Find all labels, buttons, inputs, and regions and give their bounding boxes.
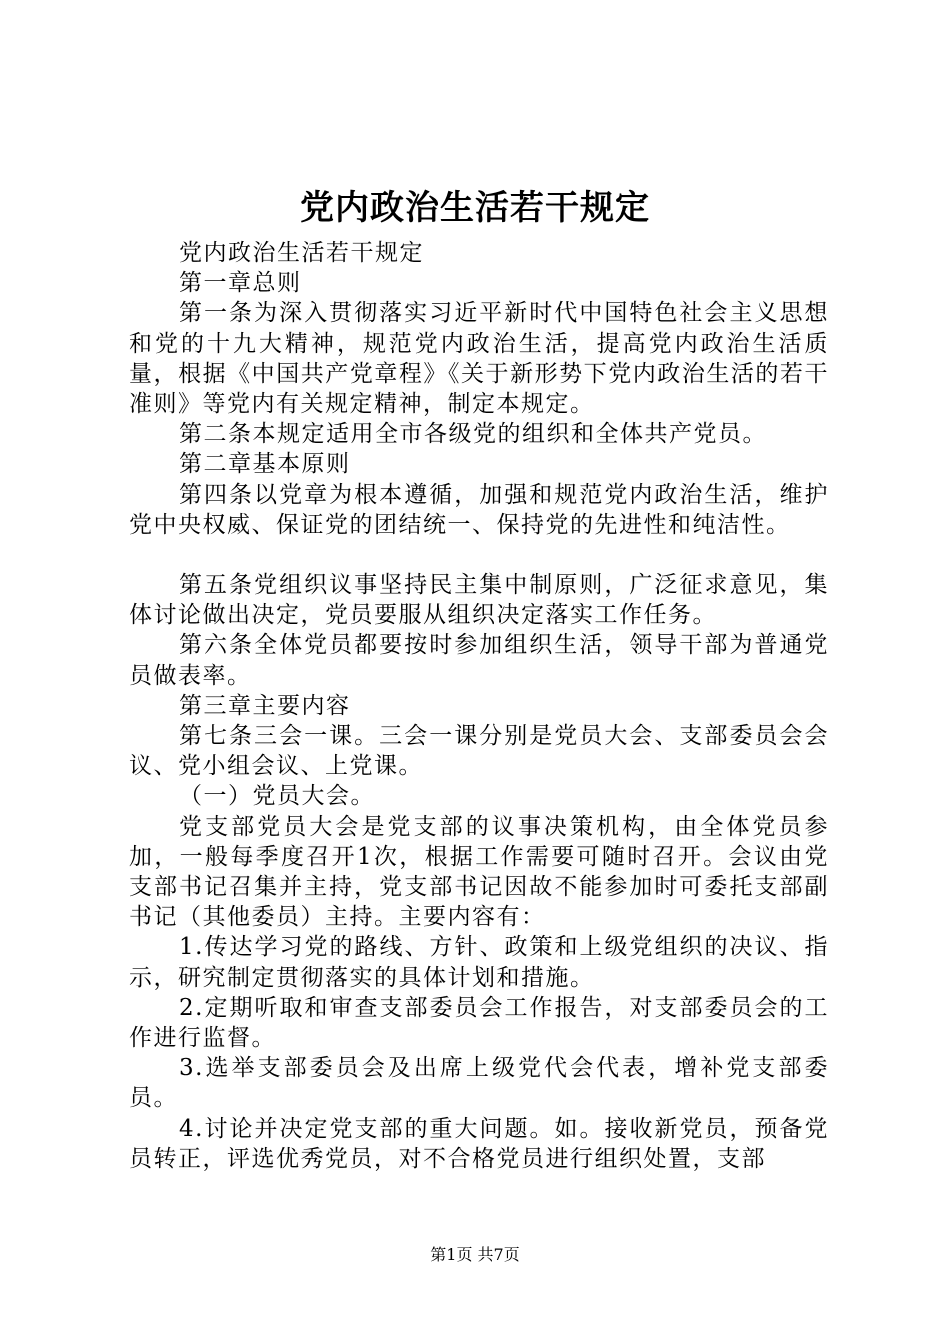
paragraph: 第六条全体党员都要按时参加组织生活，领导干部为普通党员做表率。 bbox=[129, 632, 829, 689]
paragraph: 第一条为深入贯彻落实习近平新时代中国特色社会主义思想和党的十九大精神，规范党内政治生活，提高党内政治生活质量，根据《中国共产党章程》《关于新形势下党内政治生活的若干准则》等党内有关规定精神，制定本规定。 bbox=[129, 300, 829, 418]
paragraph: 第二条本规定适用全市各级党的组织和全体共产党员。 bbox=[179, 421, 767, 448]
section-heading: （一）党员大会。 bbox=[179, 783, 375, 810]
document-title: 党内政治生活若干规定 bbox=[300, 188, 650, 228]
chapter-heading: 第二章基本原则 bbox=[179, 451, 351, 478]
paragraph: 第七条三会一课。三会一课分别是党员大会、支部委员会会议、党小组会议、上党课。 bbox=[129, 723, 829, 780]
document-body bbox=[129, 238, 829, 1174]
page-number: 第1页 共7页 bbox=[430, 1245, 520, 1264]
paragraph: 第五条党组织议事坚持民主集中制原则，广泛征求意见，集体讨论做出决定，党员要服从组织决定落实工作任务。 bbox=[129, 572, 829, 629]
list-item: 2.定期听取和审查支部委员会工作报告，对支部委员会的工作进行监督。 bbox=[129, 994, 829, 1052]
list-item: 3.选举支部委员会及出席上级党代会代表，增补党支部委员。 bbox=[129, 1055, 829, 1112]
list-item: 1.传达学习党的路线、方针、政策和上级党组织的决议、指示，研究制定贯彻落实的具体计划和措施。 bbox=[129, 934, 829, 991]
paragraph: 党内政治生活若干规定 bbox=[179, 240, 424, 266]
paragraph: 党支部党员大会是党支部的议事决策机构，由全体党员参加，一般每季度召开1次，根据工作需要可随时召开。会议由党支部书记召集并主持，党支部书记因故不能参加时可委托支部副书记（其他委员）主持。主要内容有： bbox=[129, 813, 829, 931]
chapter-heading: 第三章主要内容 bbox=[179, 692, 351, 719]
chapter-heading: 第一章总则 bbox=[179, 270, 302, 297]
list-item: 4.讨论并决定党支部的重大问题。如。接收新党员，预备党员转正，评选优秀党员，对不合格党员进行组织处置，支部 bbox=[129, 1115, 829, 1172]
paragraph: 第四条以党章为根本遵循，加强和规范党内政治生活，维护党中央权威、保证党的团结统一、保持党的先进性和纯洁性。 bbox=[129, 481, 829, 538]
